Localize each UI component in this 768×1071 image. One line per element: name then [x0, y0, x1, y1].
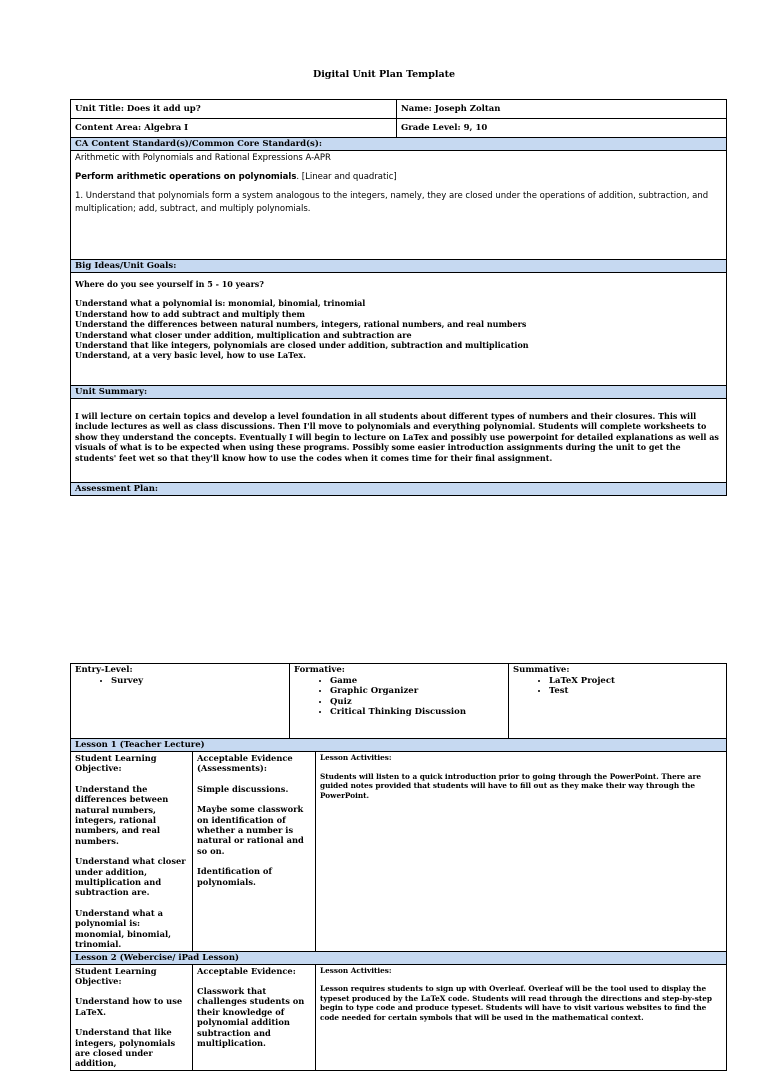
- lesson1-objective: Understand what a polynomial is: monomial, binomial, trinomial.: [75, 907, 171, 950]
- unit-plan-table: [70, 99, 727, 496]
- formative-item: • Critical Thinking Discussion: [330, 707, 504, 718]
- formative-item: • Graphic Organizer: [330, 686, 504, 697]
- standards-header: CA Content Standard(s)/Common Core Standard(s):: [71, 138, 727, 151]
- summary-text: I will lecture on certain topics and develop a level foundation in all students about different types of numbers and their closures. This will include lectures as well as class discussions. Then I'll move to polynomials and everything polynomial. Students will complete worksheets to show they understand the concepts. Eventually I will begin to lecture on LaTex and possibly use powerpoint for detailed explanations as well as visuals of what is to be expected when using these programs. Possibly some easier introduction assignments during the unit to get the students' feet wet so that they'll know how to use the codes when it comes time for their final assignment.: [71, 399, 727, 483]
- goal-item: Understand the differences between natural numbers, integers, rational numbers, and real numbers: [75, 319, 527, 330]
- lesson2-activities: Lesson requires students to sign up with Overleaf. Overleaf will be the tool used to display the typeset produced by the LaTeX code. Students will read through the directions and step-by-step begin to type code and produce typeset. Students will have to visit various websites to find the code needed for certain symbols that will be used in the mathematical context.: [320, 984, 712, 1022]
- lesson2-header: Lesson 2 (Webercise/ iPad Lesson): [71, 951, 727, 964]
- lesson1-objective: Understand what closer under addition, multiplication and subtraction are.: [75, 856, 186, 898]
- teacher-name: Name: Joseph Zoltan: [397, 100, 727, 119]
- summative-label: Summative:: [513, 665, 570, 675]
- standards-cell: [71, 151, 727, 260]
- standards-line3: 1. Understand that polynomials form a system analogous to the integers, namely, they are closed under the operations of addition, subtraction, and multiplication; add, subtract, and multiply polynomials.: [75, 191, 709, 214]
- lesson2-objective-label: Student Learning Objective:: [75, 965, 157, 986]
- lesson2-activities-label: Lesson Activities:: [320, 965, 392, 975]
- lesson2-objective: Understand how to use LaTeX.: [75, 996, 183, 1017]
- standards-line2-rest: . [Linear and quadratic]: [296, 172, 397, 182]
- lesson1-evidence-label: Acceptable Evidence (Assessments):: [197, 753, 293, 774]
- lesson2-objective: Understand that like integers, polynomials are closed under addition,: [75, 1027, 176, 1069]
- lesson2-evidence-label: Acceptable Evidence:: [197, 965, 296, 976]
- entry-level-cell: [71, 664, 290, 739]
- goal-item: Understand what a polynomial is: monomial, binomial, trinomial: [75, 298, 366, 309]
- entry-level-label: Entry-Level:: [75, 665, 133, 675]
- formative-item: • Quiz: [330, 697, 504, 708]
- standards-line1: Arithmetic with Polynomials and Rational Expressions A-APR: [75, 153, 331, 163]
- big-ideas-question: Where do you see yourself in 5 - 10 years?: [75, 279, 264, 289]
- summative-item: • LaTeX Project: [549, 676, 722, 687]
- standards-line2-bold: Perform arithmetic operations on polynomials: [75, 172, 297, 182]
- lesson1-evidence: Maybe some classwork on identification of whether a number is natural or rational and so on.: [197, 804, 304, 856]
- lesson1-objective: Understand the differences between natural numbers, integers, rational numbers, and real numbers.: [75, 783, 169, 846]
- goal-item: Understand how to add subtract and multiply them: [75, 308, 305, 319]
- assessment-table: [70, 663, 727, 739]
- goal-item: Understand what closer under addition, multiplication and subtraction are: [75, 329, 412, 340]
- lesson1-objective-cell: [71, 752, 193, 952]
- lesson1-evidence: Identification of polynomials.: [197, 866, 272, 887]
- summative-item: • Test: [549, 686, 722, 697]
- lesson1-activities-label: Lesson Activities:: [320, 753, 392, 762]
- lessons-table: [70, 738, 727, 1071]
- goal-item: Understand that like integers, polynomials are closed under addition, subtraction and multiplication: [75, 340, 529, 351]
- big-ideas-cell: [71, 273, 727, 386]
- lesson1-header: Lesson 1 (Teacher Lecture): [71, 739, 727, 752]
- lesson2-objective-cell: [71, 964, 193, 1070]
- goal-item: Understand, at a very basic level, how to use LaTex.: [75, 350, 306, 361]
- standards-line2: [75, 171, 722, 184]
- summary-header: Unit Summary:: [71, 386, 727, 399]
- formative-cell: [290, 664, 509, 739]
- big-ideas-header: Big Ideas/Unit Goals:: [71, 260, 727, 273]
- lesson1-activities-cell: [316, 752, 727, 952]
- formative-item: • Game: [330, 676, 504, 687]
- unit-title: Unit Title: Does it add up?: [71, 100, 397, 119]
- summative-cell: [509, 664, 727, 739]
- lesson1-evidence: Simple discussions.: [197, 783, 289, 794]
- grade-level: Grade Level: 9, 10: [397, 119, 727, 138]
- lesson1-objective-label: Student Learning Objective:: [75, 753, 157, 774]
- assessment-header: Assessment Plan:: [71, 483, 727, 496]
- lesson2-activities-cell: [316, 964, 727, 1070]
- lesson2-evidence: Classwork that challenges students on their knowledge of polynomial addition subtraction and multiplication.: [197, 985, 305, 1048]
- formative-label: Formative:: [294, 665, 345, 675]
- lesson2-evidence-cell: [193, 964, 316, 1070]
- lesson1-activities: Students will listen to a quick introduction prior to going through the PowerPoint. There are guided notes provided that students will have to fill out as they make their way through the PowerPoint.: [320, 771, 701, 800]
- content-area: Content Area: Algebra I: [71, 119, 397, 138]
- document-title: Digital Unit Plan Template: [312, 69, 456, 80]
- lesson1-evidence-cell: [193, 752, 316, 952]
- entry-item: • Survey: [111, 676, 285, 687]
